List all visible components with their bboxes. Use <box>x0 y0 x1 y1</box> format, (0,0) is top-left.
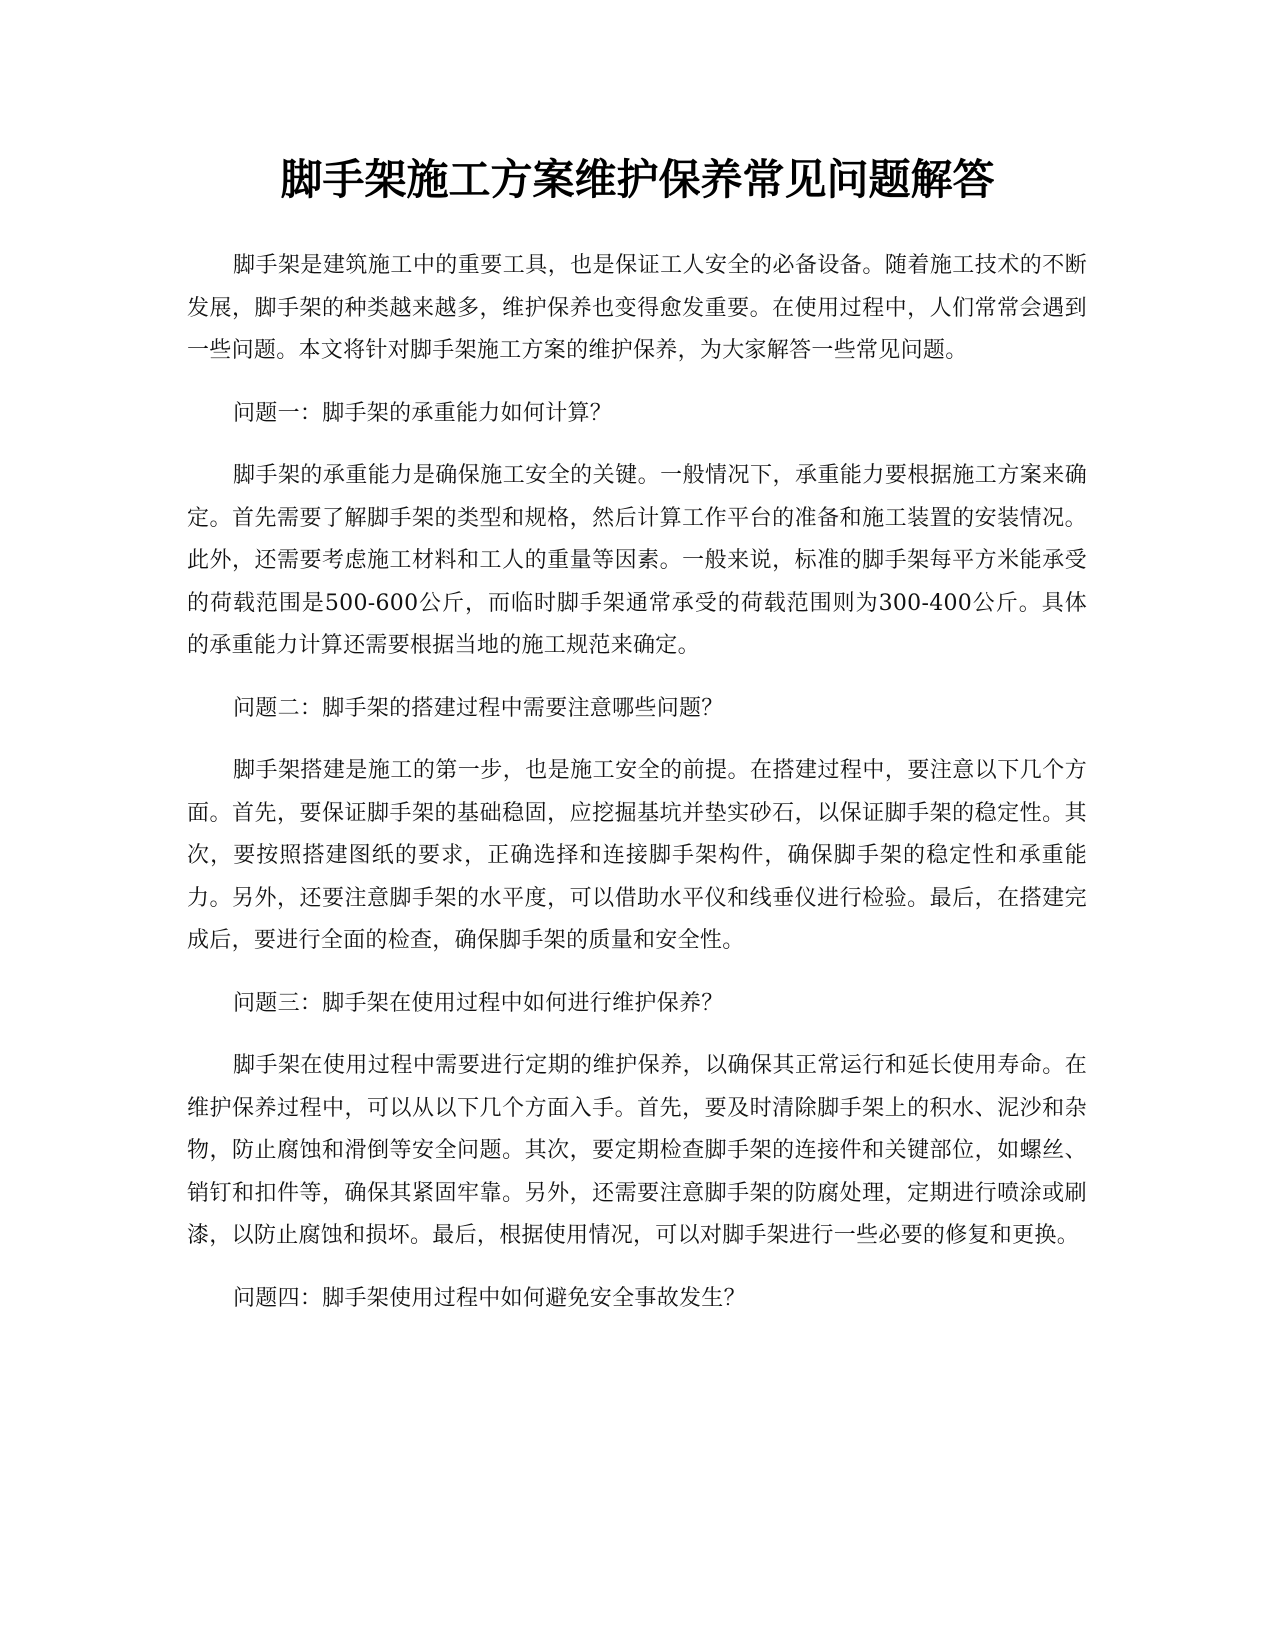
answer-2-paragraph: 脚手架搭建是施工的第一步，也是施工安全的前提。在搭建过程中，要注意以下几个方面。首先，要保证脚手架的基础稳固，应挖掘基坑并垫实砂石，以保证脚手架的稳定性。其次，要按照搭建图纸的要求，正确选择和连接脚手架构件，确保脚手架的稳定性和承重能力。另外，还要注意脚手架的水平度，可以借助水平仪和线垂仪进行检验。最后，在搭建完成后，要进行全面的检查，确保脚手架的质量和安全性。 <box>187 758 1087 953</box>
answer-3-paragraph: 脚手架在使用过程中需要进行定期的维护保养，以确保其正常运行和延长使用寿命。在维护保养过程中，可以从以下几个方面入手。首先，要及时清除脚手架上的积水、泥沙和杂物，防止腐蚀和滑倒等安全问题。其次，要定期检查脚手架的连接件和关键部位，如螺丝、销钉和扣件等，确保其紧固牢靠。另外，还需要注意脚手架的防腐处理，定期进行喷涂或刷漆，以防止腐蚀和损坏。最后，根据使用情况，可以对脚手架进行一些必要的修复和更换。 <box>187 1053 1087 1248</box>
intro-paragraph: 脚手架是建筑施工中的重要工具，也是保证工人安全的必备设备。随着施工技术的不断发展，脚手架的种类越来越多，维护保养也变得愈发重要。在使用过程中，人们常常会遇到一些问题。本文将针对脚手架施工方案的维护保养，为大家解答一些常见问题。 <box>187 253 1087 363</box>
document-title: 脚手架施工方案维护保养常见问题解答 <box>280 155 995 204</box>
question-2-heading: 问题二：脚手架的搭建过程中需要注意哪些问题？ <box>233 695 724 721</box>
question-4-heading: 问题四：脚手架使用过程中如何避免安全事故发生？ <box>233 1285 746 1311</box>
document-body <box>187 245 1087 1340</box>
question-3-heading: 问题三：脚手架在使用过程中如何进行维护保养？ <box>233 990 724 1016</box>
question-1-heading: 问题一：脚手架的承重能力如何计算？ <box>233 400 613 426</box>
answer-1-paragraph: 脚手架的承重能力是确保施工安全的关键。一般情况下，承重能力要根据施工方案来确定。首先需要了解脚手架的类型和规格，然后计算工作平台的准备和施工装置的安装情况。此外，还需要考虑施工材料和工人的重量等因素。一般来说，标准的脚手架每平方米能承受的荷载范围是500-600公斤，而临时脚手架通常承受的荷载范围则为300-400公斤。具体的承重能力计算还需要根据当地的施工规范来确定。 <box>187 463 1087 658</box>
